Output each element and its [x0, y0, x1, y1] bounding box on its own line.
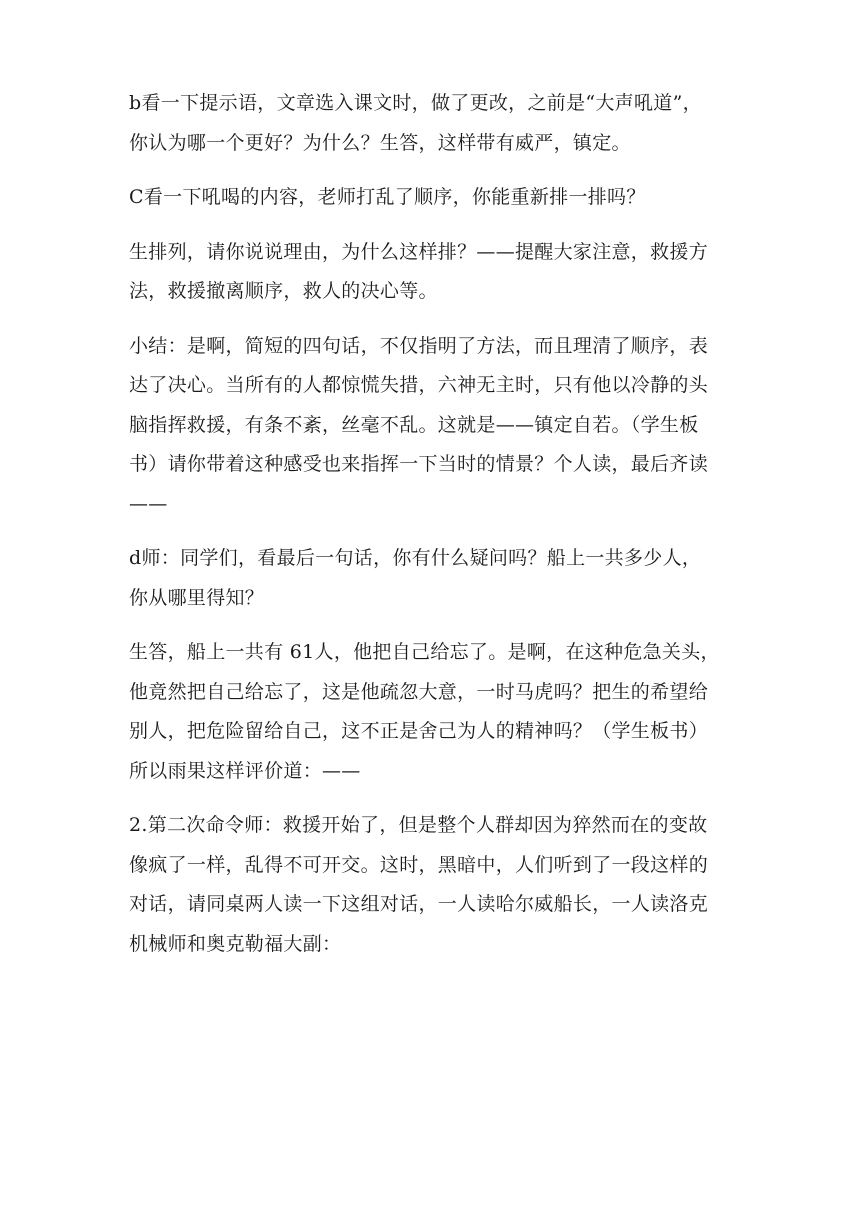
paragraph-student-ordering — [129, 233, 735, 312]
text-line: 生排列，请你说说理由，为什么这样排？——提醒大家注意，救援方 — [129, 240, 709, 263]
text-line: d师：同学们，看最后一句话，你有什么疑问吗？船上一共多少人， — [129, 547, 702, 569]
text-line: 机械师和奥克勒福大副： — [129, 932, 342, 955]
paragraph-b — [129, 84, 735, 163]
text-line: 小结：是啊，简短的四句话，不仅指明了方法，而且理清了顺序，表 — [129, 334, 709, 357]
text-line: 法，救援撤离顺序，救人的决心等。 — [129, 280, 438, 302]
paragraph-d — [129, 539, 735, 618]
paragraph-summary — [129, 327, 735, 525]
text-line: 你认为哪一个更好？为什么？生答，这样带有威严，镇定。 — [129, 131, 631, 154]
text-line: 2.第二次命令师：救援开始了，但是整个人群却因为猝然而在的变故 — [129, 814, 708, 836]
text-line: 脑指挥救援，有条不紊，丝毫不乱。这就是——镇定自若。（学生板 — [129, 413, 699, 436]
document-body — [129, 84, 735, 979]
text-line: —— — [129, 492, 168, 515]
text-line: 他竟然把自己给忘了，这是他疏忽大意，一时马虎吗？把生的希望给 — [129, 680, 709, 703]
text-line: C看一下吼喝的内容，老师打乱了顺序，你能重新排一排吗？ — [129, 186, 646, 208]
text-line: 别人，把危险留给自己，这不正是舍己为人的精神吗？（学生板书） — [129, 720, 709, 742]
text-line: 生答，船上一共有 61人，他把自己给忘了。是啊，在这种危急关头， — [129, 641, 720, 663]
text-line: 对话，请同桌两人读一下这组对话，一人读哈尔威船长，一人读洛克 — [129, 893, 709, 915]
text-line: 书）请你带着这种感受也来指挥一下当时的情景？个人读，最后齐读 — [129, 453, 709, 475]
paragraph-second-command — [129, 806, 735, 964]
text-line: b看一下提示语，文章选入课文时，做了更改，之前是“大声吼道”， — [129, 92, 702, 114]
text-line: 像疯了一样，乱得不可开交。这时，黑暗中，人们听到了一段这样的 — [129, 853, 709, 876]
text-line: 所以雨果这样评价道：—— — [129, 759, 361, 782]
paragraph-c — [129, 178, 735, 218]
text-line: 达了决心。当所有的人都惊慌失措，六神无主时，只有他以冷静的头 — [129, 374, 709, 396]
text-line: 你从哪里得知？ — [129, 586, 265, 609]
paragraph-student-answer — [129, 633, 735, 791]
